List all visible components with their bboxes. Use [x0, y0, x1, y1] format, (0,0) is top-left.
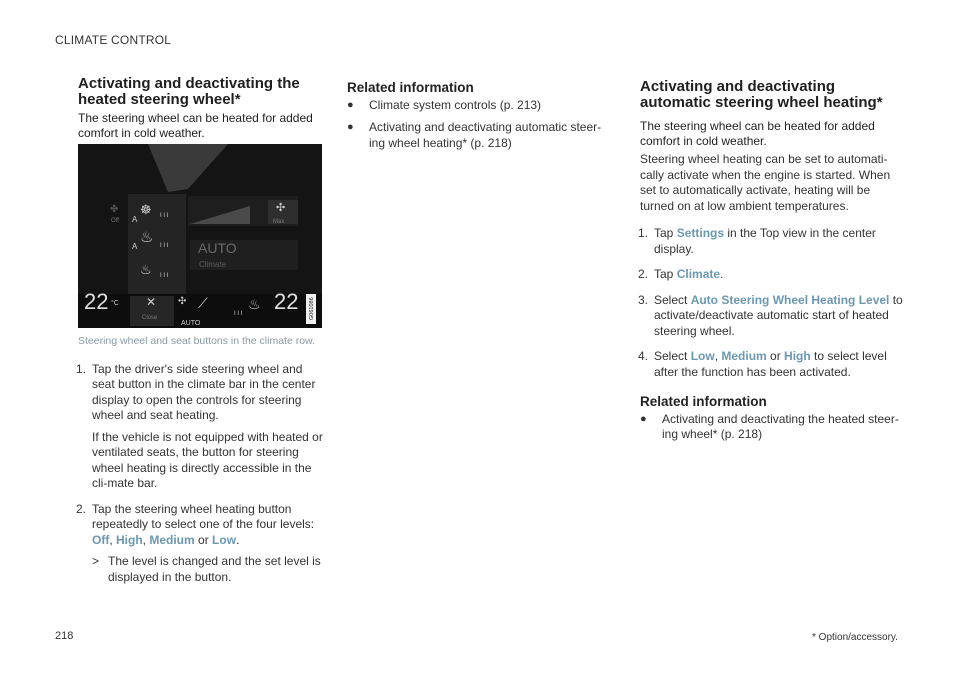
footnote: * Option/accessory. [812, 632, 898, 643]
related-link-text: Activating and deactivating automatic steer-ing wheel heating* (p. 218) [369, 120, 602, 150]
step-result [92, 554, 328, 585]
text: Tap [654, 267, 677, 281]
section-header: CLIMATE CONTROL [55, 33, 172, 47]
fan-off-icon: ✤ [110, 204, 119, 215]
right-seat-bars: I I I [234, 311, 243, 317]
text: in the Top view in the center display. [654, 226, 876, 256]
text: Tap [654, 226, 677, 240]
text: Select [654, 349, 691, 363]
bullet-icon: ● [347, 98, 354, 111]
climate-screen-illustration [78, 144, 322, 328]
right-intro: Steering wheel heating can be set to automati-cally activate when the engine is started. When set to automatically activate, heating will be turned on at low ambient temperatures. [640, 152, 891, 213]
climate-label: Climate [199, 260, 227, 269]
text: to select level after the function has been activated. [654, 349, 887, 379]
step-number: 1. [638, 226, 649, 240]
result-marker: > [92, 554, 100, 568]
temp-unit: °C [111, 300, 119, 307]
step-text: Tap the steering wheel heating button repeatedly to select one of the four levels: [92, 501, 315, 531]
related-link-text: Climate system controls (p. 213) [369, 97, 542, 112]
right-column [640, 79, 905, 450]
text: Select [654, 292, 691, 307]
right-seat-heat-icon: ♨ [248, 296, 261, 312]
left-lead: The steering wheel can be heated for added comfort in cold weather. [78, 111, 313, 140]
related-link[interactable] [347, 98, 602, 114]
separator: , [142, 532, 150, 547]
related-info-title: Related information [640, 394, 767, 409]
related-info-list [640, 412, 905, 443]
step-number: 3. [638, 292, 649, 307]
max-label: Max [273, 219, 285, 225]
right-title: Activating and deactivating automatic steering wheel heating* [640, 78, 883, 111]
left-column [78, 76, 328, 595]
auto-heating-level-label: Auto Steering Wheel Heating Level [690, 292, 890, 307]
image-stamp: G061086 [309, 297, 315, 320]
auto-small-label: AUTO [181, 320, 201, 327]
text: . [720, 267, 724, 281]
level-medium: Medium [149, 532, 195, 547]
seat-vent-icon: ♨ [140, 262, 152, 277]
auto-a-label-2: A [132, 242, 138, 251]
step-number: 4. [638, 349, 649, 363]
separator: or [194, 532, 213, 547]
step-2 [640, 267, 905, 283]
bullet-icon: ● [347, 121, 354, 133]
related-info-list [347, 98, 602, 152]
auto-a-label: A [132, 215, 138, 224]
image-caption: Steering wheel and seat buttons in the climate row. [78, 335, 315, 347]
left-steps [78, 362, 328, 586]
steering-wheel-heat-icon: ☸ [140, 202, 152, 217]
level-high: High [116, 532, 143, 547]
bullet-icon: ● [640, 412, 647, 425]
step-2 [78, 502, 328, 586]
right-lead: The steering wheel can be heated for added comfort in cold weather. [640, 119, 875, 148]
close-label: Close [142, 315, 158, 321]
separator: , [714, 349, 722, 363]
fan-icon: ✣ [276, 202, 286, 214]
related-link-text: Activating and deactivating the heated steer-ing wheel* (p. 218) [662, 411, 899, 441]
step-number: 2. [638, 267, 649, 281]
related-info-title: Related information [347, 80, 474, 95]
step-1 [640, 226, 905, 257]
level-high: High [784, 349, 811, 363]
step-text: Tap the driver's side steering wheel and seat button in the climate bar in the center display to open the controls for steering wheel and seat heating. [92, 361, 316, 422]
separator: or [766, 349, 785, 363]
steering-heat-bars: I I I [160, 213, 169, 219]
temp-right: 22 [274, 289, 299, 314]
result-text: The level is changed and the set level is displayed in the button. [108, 554, 321, 584]
seat-heat-bars: I I I [160, 243, 169, 249]
step-number: 2. [76, 501, 87, 516]
page-number: 218 [55, 630, 74, 642]
separator: , [109, 532, 116, 547]
level-medium: Medium [721, 349, 767, 363]
level-off: Off [92, 532, 110, 547]
right-steps [640, 226, 905, 380]
middle-column [347, 80, 602, 158]
step-number: 1. [76, 361, 87, 376]
step-4 [640, 349, 905, 380]
auto-big-label: AUTO [198, 240, 237, 256]
step-3 [640, 293, 905, 340]
fan-small-icon: ✣ [178, 296, 187, 307]
climate-label: Climate [676, 267, 721, 281]
windshield-graphic [78, 144, 322, 194]
step-1 [78, 362, 328, 492]
left-title: Activating and deactivating the heated steering wheel* [78, 75, 300, 108]
airflow-icon: ⟋ [198, 295, 208, 311]
period: . [236, 532, 240, 547]
level-low: Low [690, 349, 715, 363]
text: to activate/deactivate automatic start of heated steering wheel. [654, 292, 903, 338]
settings-label: Settings [676, 226, 725, 240]
related-link[interactable] [640, 412, 905, 443]
related-link[interactable] [347, 120, 602, 151]
seat-heat-icon: ♨ [140, 229, 154, 246]
temp-left: 22 [84, 289, 109, 314]
seat-vent-bars: I I I [160, 273, 169, 279]
fan-level-graphic [190, 202, 266, 224]
step-note: If the vehicle is not equipped with heated or ventilated seats, the button for steering wheel heating is directly accessible in the cli-mate bar. [92, 429, 323, 490]
level-low: Low [212, 532, 237, 547]
off-label: Off [111, 218, 119, 224]
close-icon: ✕ [146, 295, 157, 309]
